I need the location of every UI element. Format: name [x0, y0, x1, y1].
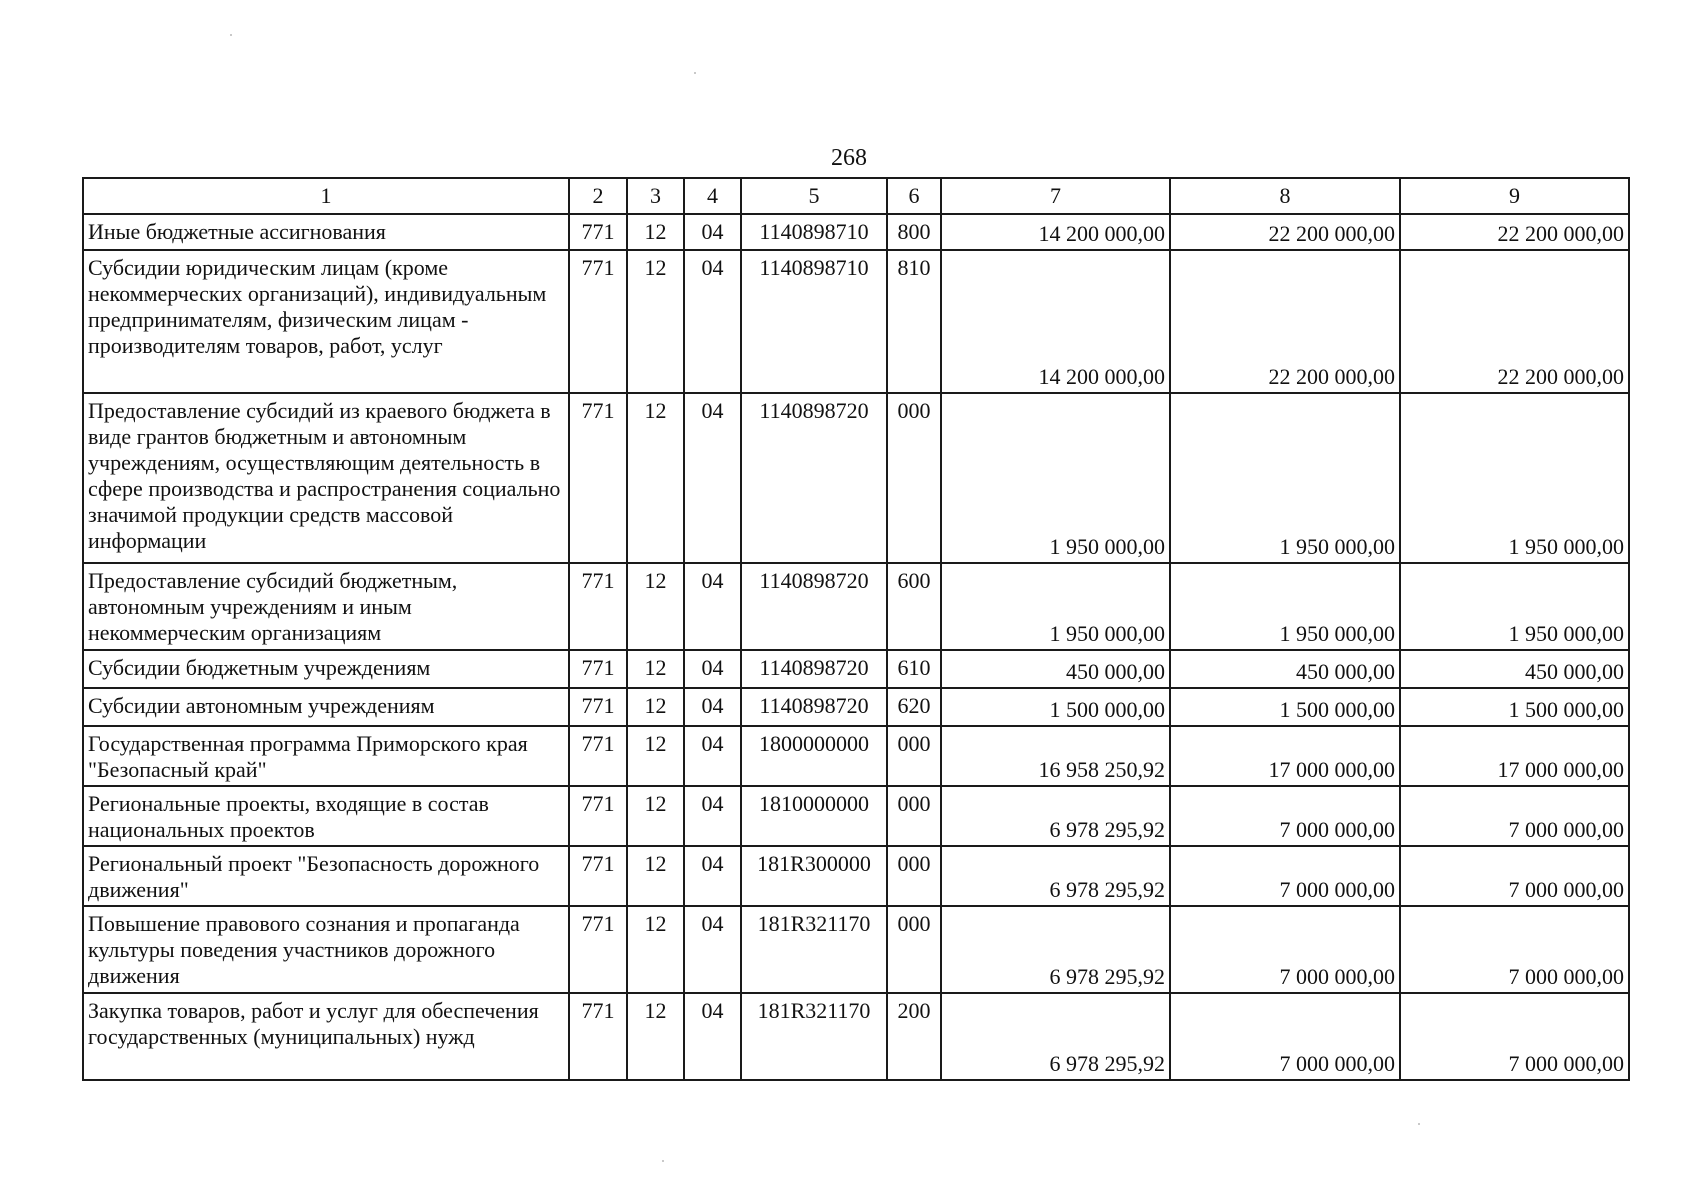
row-name: Предоставление субсидий бюджетным, автономным учреждениям и иным некоммерческим организациям	[83, 563, 569, 650]
row-amount-col9: 450 000,00	[1400, 650, 1629, 688]
col-header-2: 2	[569, 178, 627, 214]
row-section-code: 12	[627, 726, 684, 786]
row-amount-col9: 22 200 000,00	[1400, 250, 1629, 393]
scan-speck	[230, 34, 232, 36]
row-target-code: 1140898710	[741, 250, 887, 393]
row-amount-col8: 7 000 000,00	[1170, 993, 1400, 1080]
col-header-1: 1	[83, 178, 569, 214]
row-amount-col8: 1 500 000,00	[1170, 688, 1400, 726]
table-row	[83, 846, 1629, 906]
row-target-code: 1140898720	[741, 393, 887, 563]
col-header-4: 4	[684, 178, 741, 214]
table-row	[83, 563, 1629, 650]
table-row	[83, 650, 1629, 688]
row-amount-col7: 6 978 295,92	[941, 786, 1170, 846]
row-amount-col7: 6 978 295,92	[941, 846, 1170, 906]
table-row	[83, 906, 1629, 993]
row-ministry-code: 771	[569, 214, 627, 250]
scan-speck	[662, 1160, 664, 1162]
row-amount-col9: 7 000 000,00	[1400, 906, 1629, 993]
budget-table	[82, 177, 1630, 1081]
col-header-3: 3	[627, 178, 684, 214]
col-header-8: 8	[1170, 178, 1400, 214]
row-amount-col8: 17 000 000,00	[1170, 726, 1400, 786]
row-expense-type: 200	[887, 993, 941, 1080]
row-amount-col8: 1 950 000,00	[1170, 393, 1400, 563]
row-name: Повышение правового сознания и пропаганда культуры поведения участников дорожного движения	[83, 906, 569, 993]
row-subsection-code: 04	[684, 214, 741, 250]
row-name: Субсидии автономным учреждениям	[83, 688, 569, 726]
row-ministry-code: 771	[569, 993, 627, 1080]
scan-speck	[694, 72, 696, 74]
row-amount-col8: 1 950 000,00	[1170, 563, 1400, 650]
row-target-code: 1810000000	[741, 786, 887, 846]
row-amount-col8: 22 200 000,00	[1170, 214, 1400, 250]
row-expense-type: 620	[887, 688, 941, 726]
header-row	[83, 178, 1629, 214]
scan-speck	[1418, 1123, 1420, 1125]
row-subsection-code: 04	[684, 250, 741, 393]
row-ministry-code: 771	[569, 250, 627, 393]
row-ministry-code: 771	[569, 846, 627, 906]
col-header-9: 9	[1400, 178, 1629, 214]
row-amount-col7: 16 958 250,92	[941, 726, 1170, 786]
row-name: Закупка товаров, работ и услуг для обеспечения государственных (муниципальных) нужд	[83, 993, 569, 1080]
row-subsection-code: 04	[684, 563, 741, 650]
table-row	[83, 786, 1629, 846]
page-number: 268	[831, 145, 867, 171]
row-subsection-code: 04	[684, 650, 741, 688]
row-target-code: 1140898720	[741, 650, 887, 688]
row-section-code: 12	[627, 688, 684, 726]
row-subsection-code: 04	[684, 906, 741, 993]
col-header-6: 6	[887, 178, 941, 214]
row-subsection-code: 04	[684, 786, 741, 846]
row-amount-col8: 22 200 000,00	[1170, 250, 1400, 393]
row-name: Иные бюджетные ассигнования	[83, 214, 569, 250]
row-expense-type: 000	[887, 786, 941, 846]
row-amount-col8: 7 000 000,00	[1170, 906, 1400, 993]
row-name: Субсидии юридическим лицам (кроме некоммерческих организаций), индивидуальным предпринимателям, физическим лицам - производителям товаров, работ, услуг	[83, 250, 569, 393]
row-amount-col9: 7 000 000,00	[1400, 846, 1629, 906]
row-section-code: 12	[627, 846, 684, 906]
table-row	[83, 993, 1629, 1080]
row-amount-col9: 1 500 000,00	[1400, 688, 1629, 726]
row-amount-col7: 6 978 295,92	[941, 906, 1170, 993]
col-header-5: 5	[741, 178, 887, 214]
row-expense-type: 000	[887, 726, 941, 786]
row-expense-type: 000	[887, 846, 941, 906]
row-amount-col9: 7 000 000,00	[1400, 993, 1629, 1080]
table-row	[83, 393, 1629, 563]
table-row	[83, 726, 1629, 786]
row-ministry-code: 771	[569, 906, 627, 993]
row-section-code: 12	[627, 393, 684, 563]
row-section-code: 12	[627, 650, 684, 688]
row-ministry-code: 771	[569, 393, 627, 563]
row-amount-col7: 14 200 000,00	[941, 214, 1170, 250]
row-amount-col9: 7 000 000,00	[1400, 786, 1629, 846]
row-target-code: 1800000000	[741, 726, 887, 786]
row-amount-col7: 14 200 000,00	[941, 250, 1170, 393]
row-section-code: 12	[627, 250, 684, 393]
row-name: Предоставление субсидий из краевого бюджета в виде грантов бюджетным и автономным учреждениям, осуществляющим деятельность в сфере производства и распространения социально значимой продукции средств массовой информации	[83, 393, 569, 563]
row-section-code: 12	[627, 906, 684, 993]
row-subsection-code: 04	[684, 393, 741, 563]
table-row	[83, 250, 1629, 393]
row-amount-col7: 6 978 295,92	[941, 993, 1170, 1080]
row-amount-col7: 450 000,00	[941, 650, 1170, 688]
row-target-code: 1140898710	[741, 214, 887, 250]
row-target-code: 1140898720	[741, 688, 887, 726]
row-amount-col8: 7 000 000,00	[1170, 846, 1400, 906]
row-subsection-code: 04	[684, 688, 741, 726]
row-expense-type: 610	[887, 650, 941, 688]
row-amount-col7: 1 950 000,00	[941, 393, 1170, 563]
row-name: Региональные проекты, входящие в состав национальных проектов	[83, 786, 569, 846]
row-subsection-code: 04	[684, 993, 741, 1080]
row-ministry-code: 771	[569, 650, 627, 688]
row-section-code: 12	[627, 993, 684, 1080]
row-amount-col9: 17 000 000,00	[1400, 726, 1629, 786]
row-name: Государственная программа Приморского края "Безопасный край"	[83, 726, 569, 786]
row-amount-col7: 1 500 000,00	[941, 688, 1170, 726]
row-expense-type: 810	[887, 250, 941, 393]
table-row	[83, 214, 1629, 250]
row-amount-col9: 1 950 000,00	[1400, 563, 1629, 650]
row-name: Субсидии бюджетным учреждениям	[83, 650, 569, 688]
row-section-code: 12	[627, 214, 684, 250]
row-amount-col8: 450 000,00	[1170, 650, 1400, 688]
row-amount-col9: 22 200 000,00	[1400, 214, 1629, 250]
row-subsection-code: 04	[684, 846, 741, 906]
row-ministry-code: 771	[569, 688, 627, 726]
row-target-code: 181R321170	[741, 993, 887, 1080]
col-header-7: 7	[941, 178, 1170, 214]
row-amount-col9: 1 950 000,00	[1400, 393, 1629, 563]
row-amount-col8: 7 000 000,00	[1170, 786, 1400, 846]
row-expense-type: 000	[887, 906, 941, 993]
row-name: Региональный проект "Безопасность дорожного движения"	[83, 846, 569, 906]
row-amount-col7: 1 950 000,00	[941, 563, 1170, 650]
row-expense-type: 800	[887, 214, 941, 250]
row-target-code: 181R300000	[741, 846, 887, 906]
row-target-code: 181R321170	[741, 906, 887, 993]
row-expense-type: 000	[887, 393, 941, 563]
row-target-code: 1140898720	[741, 563, 887, 650]
row-section-code: 12	[627, 563, 684, 650]
row-subsection-code: 04	[684, 726, 741, 786]
table-row	[83, 688, 1629, 726]
row-ministry-code: 771	[569, 563, 627, 650]
row-expense-type: 600	[887, 563, 941, 650]
row-ministry-code: 771	[569, 726, 627, 786]
row-ministry-code: 771	[569, 786, 627, 846]
row-section-code: 12	[627, 786, 684, 846]
